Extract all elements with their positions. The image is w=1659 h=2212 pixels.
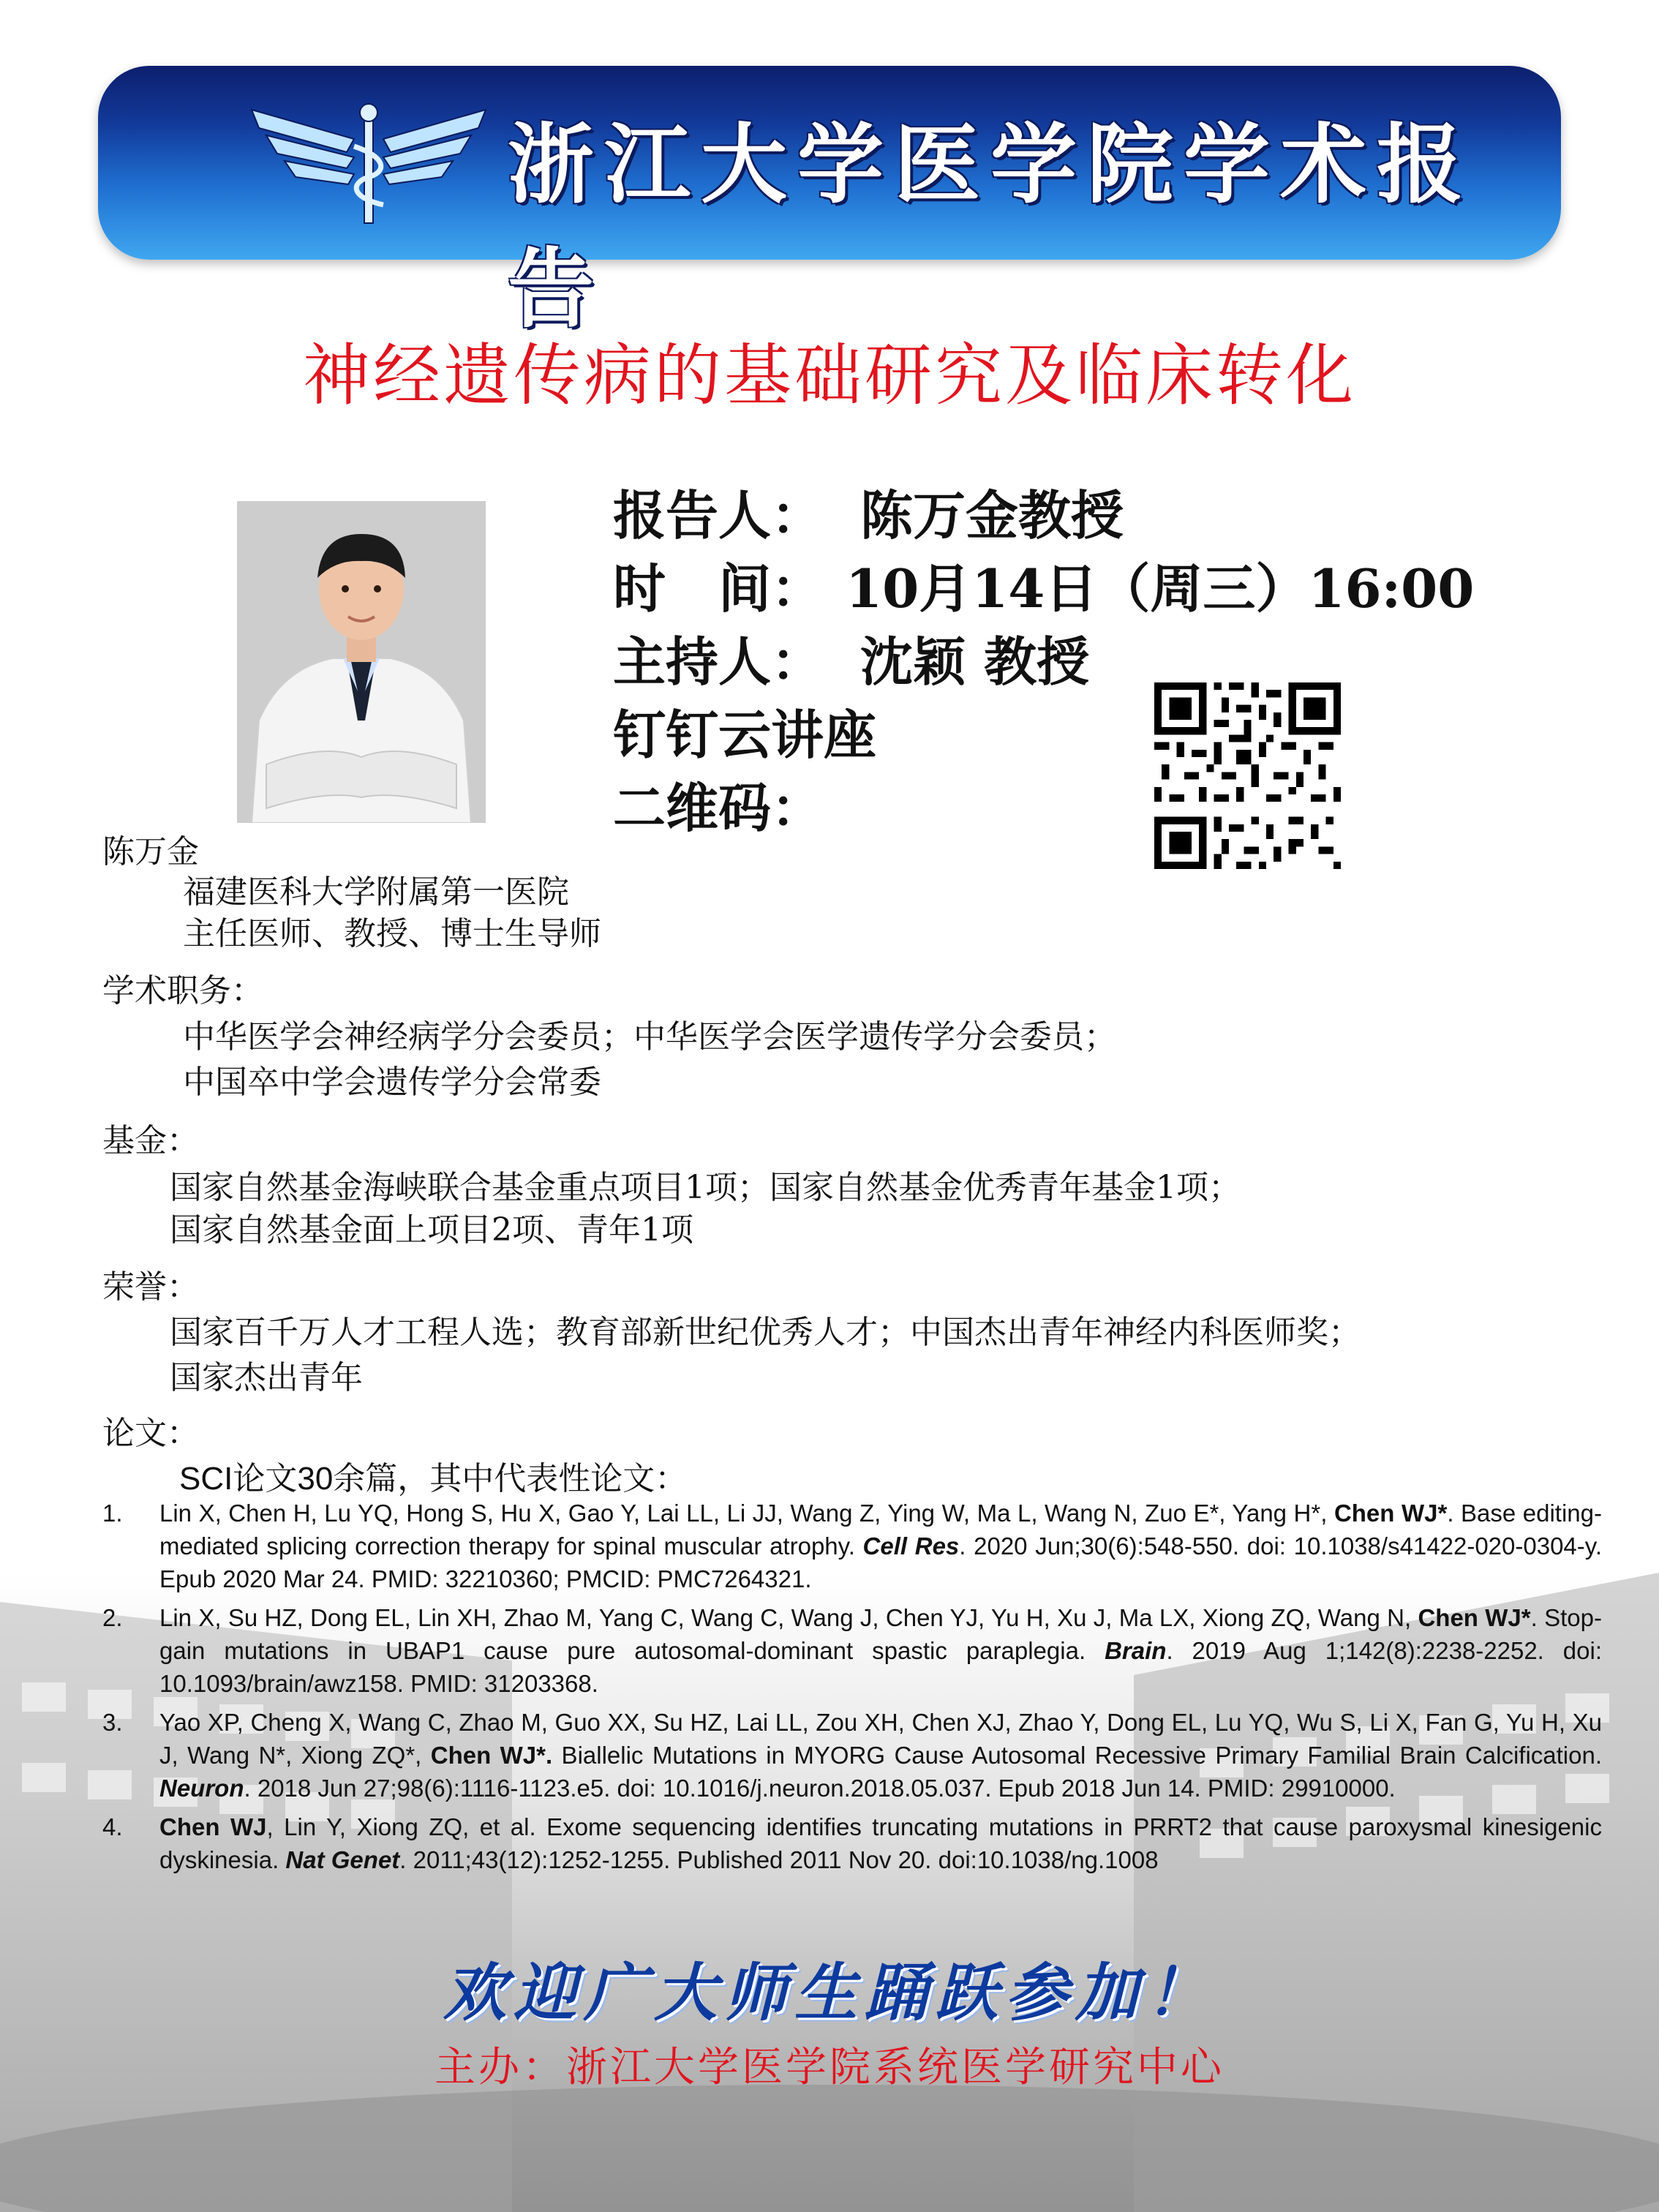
paper-authors: Lin X, Chen H, Lu YQ, Hong S, Hu X, Gao Y, Lai LL, Li JJ, Wang Z, Ying W, Ma L, Wang N, Zuo E*, Yang H*, — [159, 1500, 1334, 1527]
speaker-value: 陈万金教授 — [860, 484, 1124, 546]
paper-title: , Lin Y, Xiong ZQ, et al. Exome sequencing identifies truncating mutations in PRRT2 that cause paroxysmal kinesigenic dyskinesia. — [159, 1813, 1602, 1873]
qr-label: 二维码： — [613, 777, 824, 839]
time-value: 10月14日（周三）16:00 — [846, 557, 1475, 620]
paper-intro: SCI论文30余篇，其中代表性论文： — [179, 1461, 688, 1497]
paper-item — [102, 1497, 1602, 1595]
paper-list — [102, 1497, 1602, 1882]
paper-journal: Nat Genet — [285, 1846, 400, 1873]
organizer-text: 主办：浙江大学医学院系统医学研究中心 — [434, 2044, 1224, 2091]
host-row — [613, 625, 1089, 699]
paper-number: 3. — [102, 1709, 123, 1736]
paper-authors: Lin X, Su HZ, Dong EL, Lin XH, Zhao M, Yang C, Wang C, Wang J, Chen YJ, Yu H, Xu J, Ma LX, Xiong ZQ, Wang N, — [159, 1604, 1418, 1631]
paper-citation: . 2011;43(12):1252-1255. Published 2011 Nov 20. doi:10.1038/ng.1008 — [399, 1846, 1159, 1873]
fund-line-2: 国家自然基金面上项目2项、青年1项 — [170, 1211, 693, 1249]
paper-citation: . 2020 Jun;30(6):548-550. doi: 10.1038/s41422-020-0304-y. Epub 2020 Mar 24. PMID: 32210360; PMCID: PMC7264321. — [159, 1532, 1602, 1592]
paper-item — [102, 1601, 1602, 1700]
speaker-portrait-image — [237, 501, 486, 823]
speaker-photo — [237, 501, 486, 823]
academic-line-2: 中国卒中学会遗传学分会常委 — [183, 1064, 601, 1101]
bio-position: 主任医师、教授、博士生导师 — [183, 915, 601, 952]
qr-row — [613, 772, 824, 845]
paper-title: Biallelic Mutations in MYORG Cause Autosomal Recessive Primary Familial Brain Calcification. — [552, 1742, 1603, 1769]
paper-corresponding-author: Chen WJ* — [1418, 1604, 1531, 1631]
paper-citation: . 2018 Jun 27;98(6):1116-1123.e5. doi: 10.1016/j.neuron.2018.05.037. Epub 2018 Jun 14. PMID: 29910000. — [244, 1775, 1396, 1802]
welcome-slogan: 欢迎广大师生踊跃参加！ — [443, 1957, 1216, 2030]
paper-journal: Neuron — [159, 1775, 244, 1802]
time-label: 时 间： — [613, 557, 824, 620]
paper-number: 2. — [102, 1604, 123, 1631]
paper-corresponding-author: Chen WJ*. — [430, 1742, 553, 1769]
platform-row — [613, 699, 876, 772]
honor-label: 荣誉： — [102, 1268, 199, 1306]
paper-item — [102, 1810, 1602, 1876]
time-row — [613, 552, 1474, 625]
paper-number: 4. — [102, 1813, 123, 1840]
paper-corresponding-author: Chen WJ* — [1333, 1500, 1448, 1527]
speaker-label: 报告人： — [613, 484, 824, 546]
paper-item — [102, 1706, 1602, 1805]
header-banner — [98, 66, 1561, 339]
fund-line-1: 国家自然基金海峡联合基金重点项目1项；国家自然基金优秀青年基金1项； — [170, 1169, 1241, 1206]
host-value: 沈颖 教授 — [860, 631, 1090, 693]
paper-corresponding-author: Chen WJ — [159, 1813, 267, 1840]
paper-citation: . 2019 Aug 1;142(8):2238-2252. doi: 10.1093/brain/awz158. PMID: 31203368. — [159, 1637, 1603, 1697]
banner-title: 浙江大学医学院学术报告 — [508, 114, 1474, 339]
talk-title: 神经遗传病的基础研究及临床转化 — [302, 336, 1356, 415]
fund-label: 基金： — [102, 1122, 199, 1159]
paper-title: . Base editing-mediated splicing correction therapy for spinal muscular atrophy. — [159, 1500, 1602, 1560]
qr-code-icon[interactable] — [1154, 682, 1341, 869]
medical-caduceus-logo-icon — [244, 95, 493, 234]
bio-name: 陈万金 — [102, 833, 199, 870]
bio-affiliation: 福建医科大学附属第一医院 — [183, 873, 569, 911]
paper-label: 论文： — [102, 1415, 199, 1452]
paper-journal: Brain — [1105, 1637, 1167, 1664]
paper-authors: Yao XP, Cheng X, Wang C, Zhao M, Guo XX, Su HZ, Lai LL, Zou XH, Chen XJ, Zhao Y, Dong EL, Lu YQ, Wu S, Li X, Fan G, Yu H, Xu J, Wang N*, Xiong ZQ*, — [159, 1709, 1602, 1769]
paper-number: 1. — [102, 1500, 123, 1527]
paper-journal: Cell Res — [862, 1532, 960, 1560]
academic-label: 学术职务： — [102, 972, 263, 1009]
platform-label: 钉钉云讲座 — [613, 704, 877, 766]
speaker-row — [613, 479, 1124, 552]
host-label: 主持人： — [613, 631, 824, 693]
honor-line-2: 国家杰出青年 — [170, 1359, 363, 1396]
honor-line-1: 国家百千万人才工程人选；教育部新世纪优秀人才；中国杰出青年神经内科医师奖； — [170, 1314, 1361, 1351]
academic-line-1: 中华医学会神经病学分会委员；中华医学会医学遗传学分会委员； — [183, 1018, 1116, 1056]
paper-title: . Stop-gain mutations in UBAP1 cause pure autosomal-dominant spastic paraplegia. — [159, 1604, 1602, 1664]
